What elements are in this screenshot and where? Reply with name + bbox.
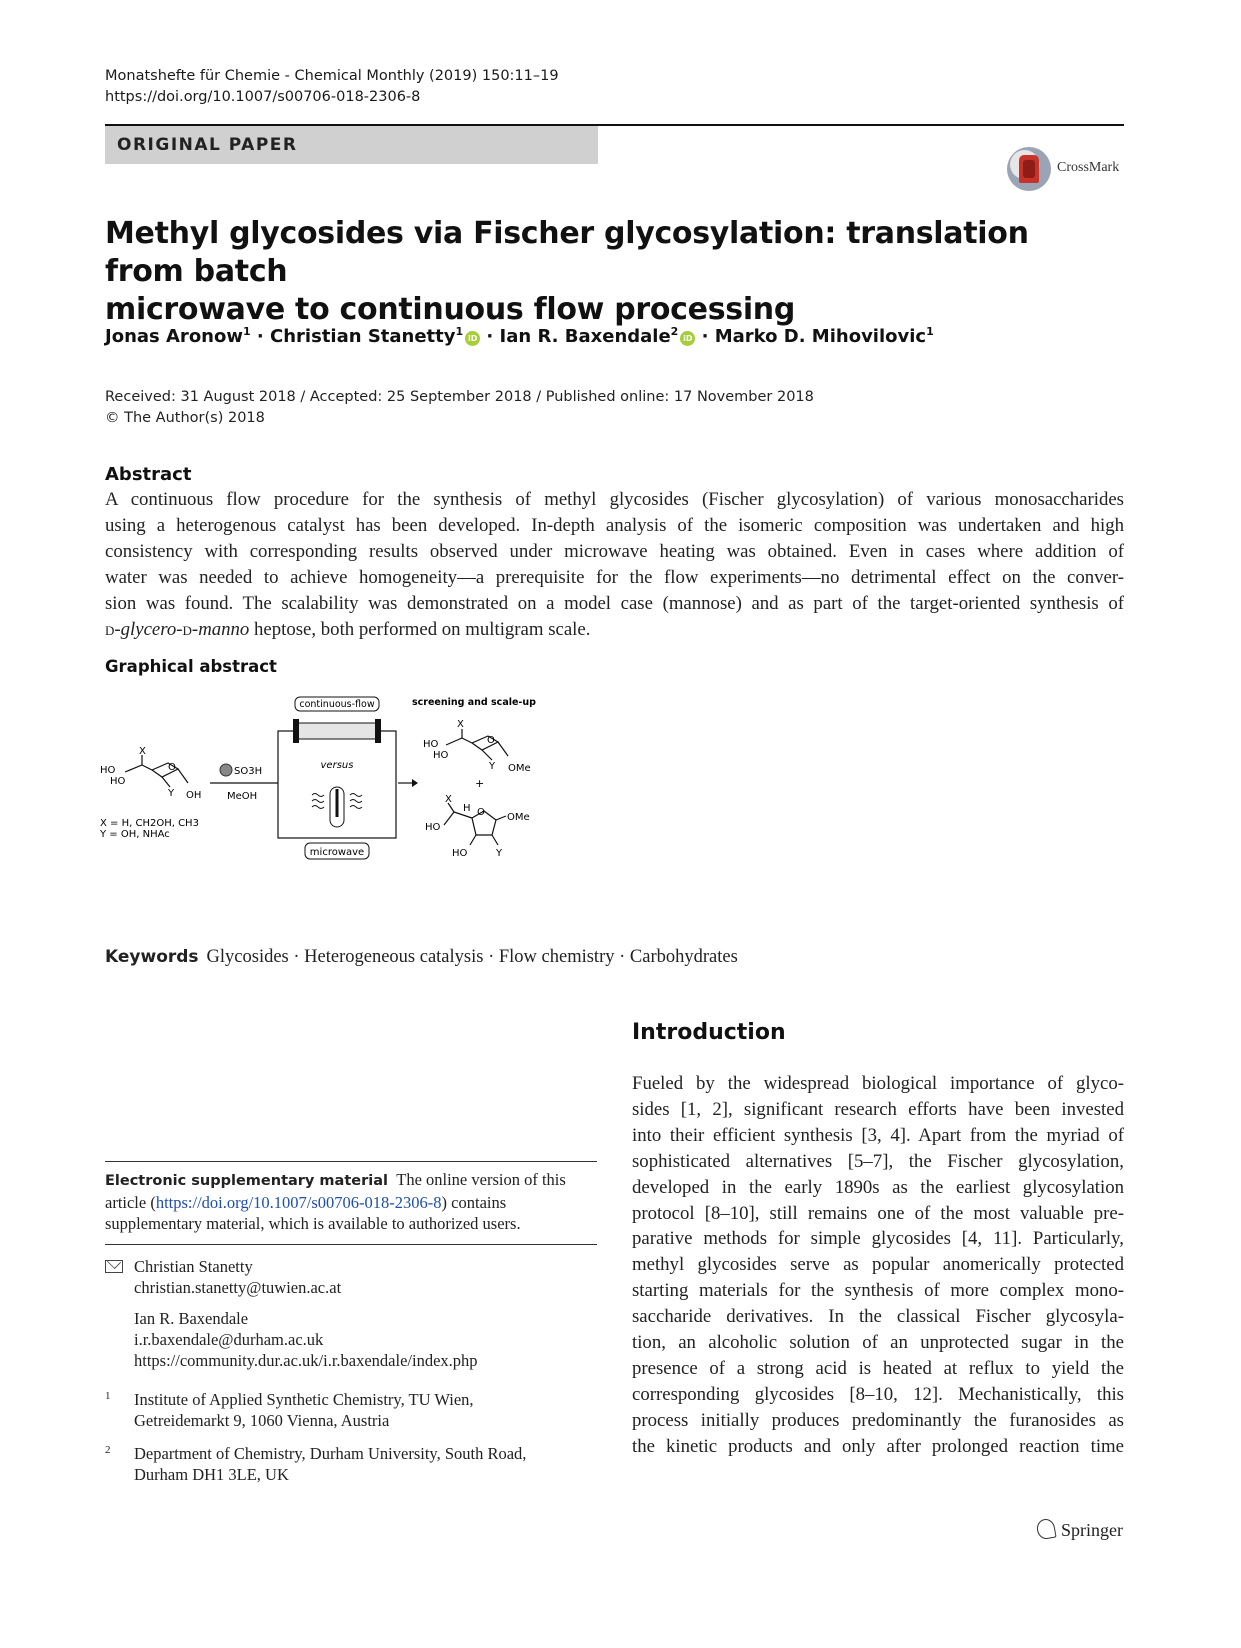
abstract-line: using a heterogenous catalyst has been developed. In-depth analysis of the isomeric composition was undertaken and high [105, 514, 1124, 536]
y-label: Y [496, 848, 503, 859]
abstract-body [105, 487, 1124, 642]
affiliation-line: Durham DH1 3LE, UK [134, 1465, 289, 1484]
graphical-abstract-heading: Graphical abstract [105, 657, 277, 676]
ring-oxygen: O [477, 807, 485, 818]
orcid-icon[interactable]: iD [680, 331, 695, 346]
crossmark-badge[interactable] [1007, 147, 1127, 195]
intro-line: into their efficient synthesis [3, 4]. Apart from the myriad of [632, 1124, 1124, 1146]
paper-type-banner [105, 126, 598, 164]
abstract-heading: Abstract [105, 464, 192, 485]
reagent-label: SO3H [234, 766, 263, 777]
intro-line: Fueled by the widespread biological importance of glyco- [632, 1073, 1124, 1094]
intro-line: the kinetic products and only after prolonged reaction time [632, 1435, 1124, 1457]
ome-label: OMe [508, 763, 531, 774]
ho-label: HO [452, 848, 468, 859]
contact-email[interactable]: i.r.baxendale@durham.ac.uk [134, 1330, 324, 1349]
y-label: Y [489, 761, 496, 772]
correspondence-block [105, 1256, 597, 1485]
publisher-name: Springer [1061, 1520, 1123, 1540]
abstract-line: consistency with corresponding results observed under microwave heating was obtained. Even in cases where addition of [105, 540, 1124, 562]
ome-label: OMe [507, 812, 530, 823]
contact-website[interactable]: https://community.dur.ac.uk/i.r.baxendale/index.php [134, 1351, 478, 1370]
orcid-icon[interactable]: iD [465, 331, 480, 346]
y-label: Y [168, 788, 175, 799]
keywords-line [105, 947, 738, 968]
crossmark-label: CrossMark [1057, 160, 1120, 175]
dates-line: Received: 31 August 2018 / Accepted: 25 September 2018 / Published online: 17 November 2018 [105, 389, 814, 405]
author-affiliation: 1 [455, 325, 464, 338]
plus-sign: + [475, 777, 485, 790]
intro-line: saccharide derivatives. In the classical Fischer glycosyla- [632, 1306, 1124, 1328]
screening-label: screening and scale-up [412, 697, 536, 708]
affiliation-line: Institute of Applied Synthetic Chemistry, TU Wien, [134, 1390, 474, 1409]
supplementary-note [105, 1169, 597, 1234]
doi-line[interactable]: https://doi.org/10.1007/s00706-018-2306-8 [105, 89, 421, 105]
contact-name: Ian R. Baxendale [134, 1309, 249, 1328]
esm-text: article ( [105, 1193, 156, 1212]
intro-line: presence of a strong acid is heated at reflux to yield the [632, 1357, 1124, 1379]
footnote-rule [105, 1161, 597, 1162]
esm-text: supplementary material, which is available to authorized users. [105, 1214, 521, 1233]
author-name[interactable]: Marko D. Mihovilovic [714, 326, 927, 347]
affiliation-number: 2 [105, 1444, 111, 1456]
d-prefix: -d- [176, 618, 199, 640]
affiliation-line: Getreidemarkt 9, 1060 Vienna, Austria [134, 1411, 390, 1430]
author-name[interactable]: Ian R. Baxendale [499, 326, 671, 347]
ho-label: HO [423, 739, 439, 750]
abstract-line: sion was found. The scalability was demonstrated on a model case (mannose) and as part of the target-oriented synthesis of [105, 592, 1124, 614]
esm-link[interactable]: https://doi.org/10.1007/s00706-018-2306-8 [155, 1193, 442, 1212]
sugar-structure [125, 755, 188, 787]
title-line-2: microwave to continuous flow processing [105, 292, 796, 327]
manno-italic: manno [198, 618, 250, 640]
microwave-label: microwave [309, 847, 365, 858]
x-label: X [445, 794, 452, 805]
publisher-logo [1037, 1519, 1123, 1541]
esm-text: The online version of this [396, 1170, 566, 1189]
oh-label: OH [186, 790, 202, 801]
springer-horse-icon [1035, 1518, 1056, 1541]
intro-line: sides [1, 2], significant research efforts have been invested [632, 1098, 1124, 1120]
intro-line: process initially produces predominantly the furanosides as [632, 1409, 1124, 1431]
footnote-rule [105, 1244, 597, 1245]
ho-label: HO [433, 750, 449, 761]
intro-line: protocol [8–10], still remains one of the most valuable pre- [632, 1202, 1124, 1224]
intro-line: developed in the early 1890s as the earliest glycosylation [632, 1176, 1124, 1198]
contact-name: Christian Stanetty [134, 1257, 253, 1276]
author-list: Jonas Aronow$^1$ · Christian Stanetty$^1$iD · Ian R. Baxendale$^2$iD · Marko D. Mihovilovic$^1$ [105, 325, 934, 347]
abstract-line: water was needed to achieve homogeneity—a prerequisite for the flow experiments—no detrimental effect on the conver- [105, 566, 1124, 588]
journal-citation: Monatshefte für Chemie - Chemical Monthly (2019) 150:11–19 [105, 68, 559, 84]
author-name[interactable]: Jonas Aronow [105, 326, 243, 347]
h-label: H [463, 803, 471, 814]
graphical-abstract-figure [100, 697, 580, 907]
x-definition: X = H, CH2OH, CH3 [100, 818, 199, 829]
esm-label: Electronic supplementary material [105, 1173, 388, 1189]
paper-type-label: ORIGINAL PAPER [117, 135, 298, 155]
intro-line: sophisticated alternatives [5–7], the Fischer glycosylation, [632, 1150, 1124, 1172]
y-definition: Y = OH, NHAc [100, 829, 170, 840]
author-affiliation: 1 [926, 325, 934, 338]
article-title [105, 215, 1085, 329]
affiliation-line: Department of Chemistry, Durham University, South Road, [134, 1444, 527, 1463]
ho-label: HO [110, 776, 126, 787]
esm-text: ) contains [441, 1193, 507, 1212]
ho-label: HO [100, 765, 116, 776]
versus-label: versus [320, 760, 354, 771]
abstract-line [105, 617, 1124, 643]
crossmark-icon [1007, 147, 1051, 191]
author-affiliation: 2 [670, 325, 679, 338]
ho-label: HO [425, 822, 441, 833]
x-label: X [457, 719, 464, 730]
flow-reactor [298, 723, 376, 739]
author-affiliation: 1 [243, 325, 251, 338]
intro-line: tion, an alcoholic solution of an unprotected sugar in the [632, 1332, 1124, 1354]
copyright-line: © The Author(s) 2018 [105, 410, 265, 426]
abstract-tail: heptose, both performed on multigram scale. [249, 618, 591, 640]
ring-oxygen: O [168, 762, 176, 773]
journal-header [105, 66, 559, 108]
contact-email[interactable]: christian.stanetty@tuwien.ac.at [134, 1278, 342, 1297]
keywords-list: Glycosides · Heterogeneous catalysis · Flow chemistry · Carbohydrates [206, 947, 738, 967]
publication-dates [105, 387, 814, 429]
title-line-1: Methyl glycosides via Fischer glycosylation: translation from batch [105, 216, 1029, 289]
resin-bead-icon [220, 764, 232, 776]
intro-line: parative methods for simple glycosides [4, 11]. Particularly, [632, 1228, 1124, 1250]
reaction-arrow-head [412, 779, 418, 787]
ring-oxygen: O [487, 735, 495, 746]
envelope-icon [105, 1260, 123, 1273]
glycero-italic: glycero [120, 618, 177, 640]
keywords-label: Keywords [105, 947, 199, 967]
introduction-body [632, 1071, 1124, 1460]
affiliation-number: 1 [105, 1390, 111, 1402]
intro-line: corresponding glycosides [8–10, 12]. Mechanistically, this [632, 1383, 1124, 1405]
d-prefix: d- [105, 618, 121, 640]
furanoside-structure [444, 803, 506, 845]
intro-line: starting materials for the synthesis of more complex mono- [632, 1280, 1124, 1302]
solvent-label: MeOH [227, 791, 258, 802]
abstract-line: A continuous flow procedure for the synthesis of methyl glycosides (Fischer glycosylation) of various monosaccharides [105, 489, 1124, 510]
intro-line: methyl glycosides serve as popular anomerically protected [632, 1254, 1124, 1276]
introduction-heading: Introduction [632, 1020, 786, 1045]
pyranoside-structure [446, 729, 508, 760]
author-name[interactable]: Christian Stanetty [270, 326, 456, 347]
reactor-cap-left [293, 719, 299, 743]
continuous-flow-label: continuous-flow [299, 699, 375, 710]
reactor-cap-right [375, 719, 381, 743]
x-label: X [139, 746, 146, 757]
